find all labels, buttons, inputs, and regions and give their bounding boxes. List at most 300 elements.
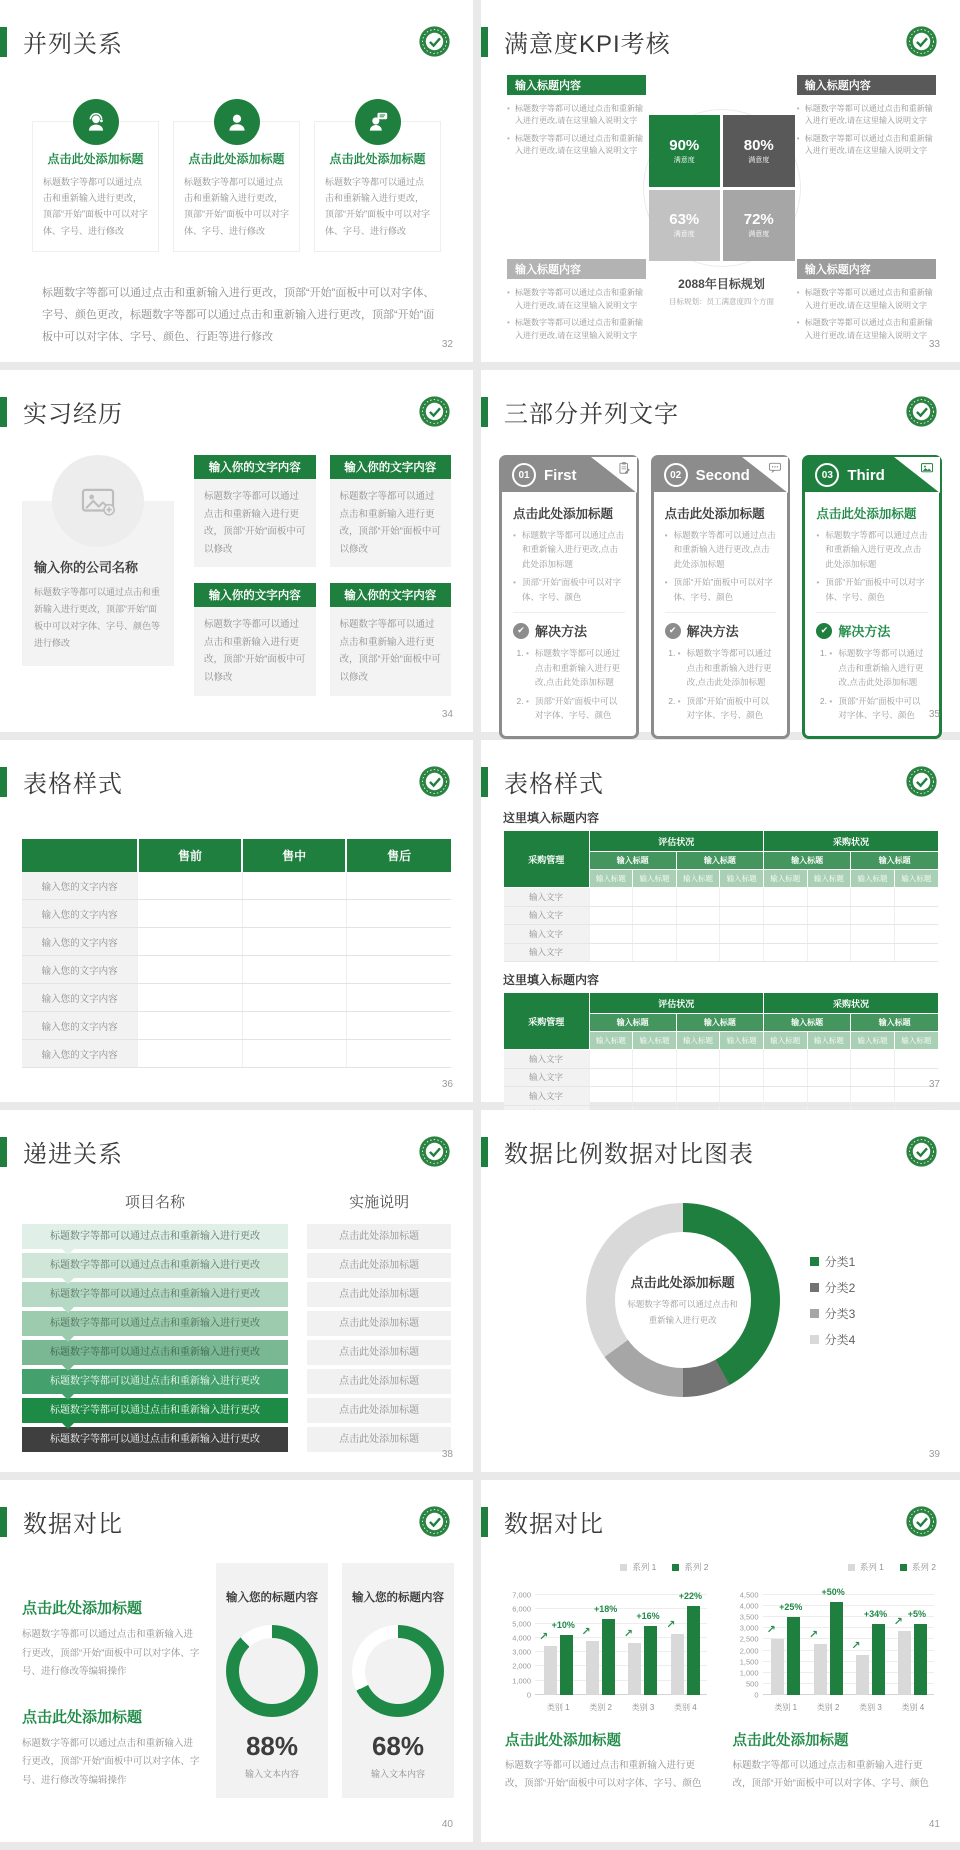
legend-item: 分类1	[810, 1253, 856, 1270]
legend-swatch	[672, 1564, 679, 1571]
procurement-table	[503, 831, 938, 962]
sales-stage-table	[22, 839, 451, 1068]
parallel-card	[314, 121, 441, 252]
text-cell	[194, 583, 316, 695]
preview-row-3	[0, 740, 960, 1102]
part-card-bullets	[665, 528, 777, 604]
bar-group	[579, 1579, 621, 1695]
series2-bar	[914, 1624, 927, 1695]
solution-item: • 2. 顶部“开始”面板中可以对字体、字号、颜色	[526, 694, 625, 723]
solution-list	[513, 646, 625, 722]
y-axis-tick-label: 2,000	[512, 1661, 531, 1671]
slide-header	[0, 740, 473, 799]
legend-swatch	[810, 1309, 819, 1318]
slide-header	[0, 1110, 473, 1169]
quadrant-label: 满意度	[748, 156, 770, 164]
clipboard-icon	[617, 461, 631, 480]
part-card-heading: 点击此处添加标题	[816, 507, 917, 521]
kpi-layout	[507, 75, 936, 347]
kpi-box-title: 输入标题内容	[797, 259, 936, 279]
row-label: 输入您的文字内容	[22, 872, 138, 900]
text-cell-body: 标题数字等都可以通过点击和重新输入进行更改，顶部“开始”面板中可以修改	[330, 479, 452, 567]
bar-charts-layout	[505, 1561, 936, 1792]
gauge-ring	[352, 1625, 444, 1717]
increase-arrow-icon: ↗	[623, 1627, 633, 1640]
growth-label: +22%	[678, 1591, 703, 1602]
progression-row: 标题数字等都可以通过点击和重新输入进行更改 点击此处添加标题	[22, 1253, 451, 1278]
solution-section	[816, 612, 928, 722]
bullet-item: • 标题数字等都可以通过点击和重新输入进行更改,点击此处添加标题	[665, 528, 777, 571]
category-label: 类别 4	[901, 1703, 925, 1712]
parallel-card	[173, 121, 300, 252]
kpi-left-column	[507, 75, 646, 347]
quadrant-segment	[723, 115, 795, 187]
slide-title: 数据对比	[504, 1511, 604, 1538]
part-card-header	[502, 458, 636, 492]
table-row	[22, 872, 451, 900]
parallel-card	[32, 121, 159, 252]
quadrant-value: 72%	[743, 211, 774, 229]
corner-header: 采购管理	[504, 993, 590, 1050]
category-label: 类别 2	[589, 1703, 612, 1712]
text-cell-title: 输入你的文字内容	[330, 583, 452, 607]
x-axis-category-labels	[765, 1702, 935, 1713]
part-card-body	[805, 492, 939, 736]
quadrant-label: 满意度	[748, 231, 770, 239]
text-block	[22, 1706, 200, 1791]
block-body: 标题数字等都可以通过点击和重新输入进行更改，顶部“开始”面板中可以对字体、字号、进行修改等编辑操作	[22, 1629, 200, 1678]
progression-headers	[22, 1191, 451, 1212]
part-card-bullets	[513, 528, 625, 604]
bar-group	[537, 1579, 579, 1695]
solution-item: • 1. 标题数字等都可以通过点击和重新输入进行更改,点击此处添加标题	[829, 646, 928, 689]
page-number: 33	[928, 339, 940, 350]
block-heading: 点击此处添加标题	[22, 1600, 143, 1617]
school-logo-icon	[418, 765, 451, 798]
category-label: 类别 3	[631, 1703, 655, 1712]
chart-legend: 系列 1 系列 2	[733, 1561, 937, 1573]
slide-32[interactable]	[0, 0, 473, 362]
y-axis-tick-label: 3,000	[512, 1647, 531, 1657]
y-axis-tick-label: 1,000	[739, 1668, 759, 1678]
check-circle-icon: ✔	[665, 623, 681, 639]
slide-40[interactable]	[0, 1480, 473, 1842]
text-cell-title: 输入你的文字内容	[194, 455, 316, 479]
page-number: 32	[441, 339, 453, 350]
bullet-item: • 标题数字等都可以通过点击和重新输入进行更改,请在这里输入说明文字	[507, 317, 646, 342]
legend-swatch	[810, 1257, 819, 1266]
donut-center-sub: 标题数字等都可以通过点击和重新输入进行更改	[627, 1299, 738, 1325]
part-card-body	[502, 492, 636, 736]
solution-section	[665, 612, 777, 722]
quadrant-pie	[649, 115, 795, 261]
kpi-box	[797, 259, 936, 347]
growth-label: +25%	[779, 1602, 803, 1613]
table-header-row	[504, 993, 939, 1014]
y-axis-tick-label: 1,500	[739, 1657, 759, 1667]
series1-bar	[771, 1639, 784, 1695]
text-column	[22, 1597, 200, 1798]
slide-header	[481, 1110, 960, 1169]
text-cell-body: 标题数字等都可以通过点击和重新输入进行更改，顶部“开始”面板中可以修改	[194, 607, 316, 695]
check-circle-icon: ✔	[513, 623, 529, 639]
school-logo-icon	[418, 1135, 451, 1168]
gauge-percent: 88%	[245, 1731, 299, 1761]
row-label: 输入您的文字内容	[22, 1012, 138, 1040]
section-title: 这里填入标题内容	[503, 973, 600, 987]
slide-title: 递进关系	[23, 1141, 123, 1168]
person-icon	[214, 99, 260, 145]
y-axis-tick-label: 0	[754, 1690, 759, 1700]
table-header-cell	[22, 839, 138, 872]
page-number: 35	[928, 709, 940, 720]
table-row: 输入文字	[504, 1087, 939, 1106]
table-subheader-row: 输入标题 输入标题 输入标题 输入标题 输入标题 输入标题 输入标题 输入标题	[504, 1032, 939, 1050]
progression-row: 标题数字等都可以通过点击和重新输入进行更改 点击此处添加标题	[22, 1340, 451, 1365]
table-row: 输入文字	[504, 1068, 939, 1087]
bullet-item: • 标题数字等都可以通过点击和重新输入进行更改,请在这里输入说明文字	[507, 103, 646, 128]
solution-title: 解决方法	[838, 624, 891, 640]
gauge-caption: 输入文本内容	[244, 1769, 299, 1779]
x-axis-category-labels	[537, 1702, 707, 1713]
slide-35[interactable]	[481, 370, 960, 732]
table-row: 输入文字	[504, 1050, 939, 1069]
text-grid	[194, 455, 451, 696]
comparison-layout	[22, 1563, 451, 1798]
kpi-box	[797, 75, 936, 163]
legend-swatch	[810, 1283, 819, 1292]
bar-group	[765, 1579, 807, 1695]
block-heading: 点击此处添加标题	[505, 1733, 621, 1749]
growth-label: +5%	[907, 1608, 926, 1619]
slide-41[interactable]	[481, 1480, 960, 1842]
card-body: 标题数字等都可以通过点击和重新输入进行更改，顶部“开始”面板中可以对字体、字号、进行修改	[325, 177, 430, 236]
title-accent-bar	[0, 1507, 7, 1537]
slide-34[interactable]	[0, 370, 473, 732]
number-badge: 03	[815, 463, 839, 487]
kpi-box-title: 输入标题内容	[507, 75, 646, 95]
panel-title: 输入您的标题内容	[352, 1592, 444, 1604]
title-accent-bar	[0, 1137, 7, 1167]
quadrant-value: 63%	[669, 211, 700, 229]
kpi-box-bullets	[797, 103, 936, 158]
y-axis-tick-label: 4,000	[512, 1633, 531, 1643]
chart-legend: 系列 1 系列 2	[505, 1561, 709, 1573]
series1-bar	[898, 1631, 911, 1695]
parallel-cards	[0, 121, 473, 252]
slide-33[interactable]	[481, 0, 960, 362]
part-name: First	[544, 466, 577, 484]
increase-arrow-icon: ↗	[893, 1615, 903, 1628]
y-axis-tick-label: 0	[526, 1690, 531, 1700]
bullet-item: • 标题数字等都可以通过点击和重新输入进行更改,请在这里输入说明文字	[797, 287, 936, 312]
number-badge: 01	[512, 463, 536, 487]
y-axis-tick-label: 4,000	[739, 1601, 759, 1611]
block-body: 标题数字等都可以通过点击和重新输入进行更改，顶部“开始”面板中可以对字体、字号、颜色	[732, 1760, 929, 1789]
quadrant-segment	[723, 190, 795, 262]
number-badge: 02	[664, 463, 688, 487]
series2-bar	[602, 1619, 615, 1695]
slide-title: 实习经历	[23, 401, 123, 428]
slide-38[interactable]	[0, 1110, 473, 1472]
corner-header: 采购管理	[504, 831, 590, 888]
text-block	[22, 1597, 200, 1682]
quadrant-label: 满意度	[673, 156, 695, 164]
bar-chart-block	[505, 1561, 709, 1792]
table-row	[22, 984, 451, 1012]
kpi-box-bullets	[507, 103, 646, 158]
part-card-bullets	[816, 528, 928, 604]
slide-header	[481, 740, 960, 799]
legend-item: 分类2	[810, 1279, 856, 1296]
growth-label: +10%	[551, 1620, 575, 1630]
series1-bar	[856, 1655, 869, 1695]
donut-center	[615, 1232, 751, 1368]
tables-wrap	[503, 809, 938, 1124]
slide-36[interactable]	[0, 740, 473, 1102]
row-label: 输入您的文字内容	[22, 1040, 138, 1068]
page-number: 38	[441, 1449, 453, 1460]
table-row	[22, 956, 451, 984]
progression-row: 标题数字等都可以通过点击和重新输入进行更改 点击此处添加标题	[22, 1398, 451, 1423]
slide-title: 数据比例数据对比图表	[504, 1141, 754, 1168]
school-logo-icon	[905, 395, 938, 428]
legend-swatch	[620, 1564, 627, 1571]
row-label: 输入您的文字内容	[22, 928, 138, 956]
group-header: 采购状况	[763, 831, 938, 852]
part-card-first	[499, 455, 639, 739]
chart-caption-sub: 目标规划：员工满意度四个方面	[669, 297, 774, 306]
gauge-panel	[342, 1563, 454, 1798]
block-body: 标题数字等都可以通过点击和重新输入进行更改，顶部“开始”面板中可以对字体、字号、进行修改等编辑操作	[22, 1737, 200, 1786]
card-body: 标题数字等都可以通过点击和重新输入进行更改，顶部“开始”面板中可以对字体、字号、进行修改	[43, 177, 148, 236]
slide-37[interactable]	[481, 740, 960, 1102]
part-card-heading: 点击此处添加标题	[664, 507, 765, 521]
kpi-box	[507, 259, 646, 347]
slide-title: 三部分并列文字	[504, 401, 679, 428]
kpi-right-column	[797, 75, 936, 347]
title-accent-bar	[481, 27, 488, 57]
bar-group	[849, 1579, 891, 1695]
title-accent-bar	[481, 767, 488, 797]
text-cell-body: 标题数字等都可以通过点击和重新输入进行更改，顶部“开始”面板中可以修改	[194, 479, 316, 567]
legend-item: 分类4	[810, 1331, 856, 1348]
y-axis-tick-label: 6,000	[512, 1604, 531, 1614]
category-label: 类别 2	[816, 1703, 840, 1712]
text-cell-title: 输入你的文字内容	[330, 455, 452, 479]
slide-39[interactable]	[481, 1110, 960, 1472]
slide-header	[0, 0, 473, 59]
progression-row: 标题数字等都可以通过点击和重新输入进行更改 点击此处添加标题	[22, 1224, 451, 1249]
text-cell	[330, 583, 452, 695]
table-header-cell: 售后	[346, 839, 451, 872]
bar-group	[664, 1579, 706, 1695]
y-axis-tick-label: 500	[745, 1679, 759, 1689]
school-logo-icon	[905, 765, 938, 798]
table-row	[22, 900, 451, 928]
part-card-heading: 点击此处添加标题	[513, 507, 614, 521]
solution-item: • 2. 顶部“开始”面板中可以对字体、字号、颜色	[829, 694, 928, 723]
growth-label: +50%	[821, 1586, 845, 1597]
donut-center-title: 点击此处添加标题	[630, 1275, 735, 1291]
series2-bar	[687, 1606, 700, 1695]
bar-groups	[765, 1579, 935, 1695]
gauge-percent: 68%	[371, 1731, 425, 1761]
card-title: 点击此处添加标题	[329, 152, 426, 166]
school-logo-icon	[905, 1505, 938, 1538]
slide-header	[481, 1480, 960, 1539]
y-axis-tick-label: 4,500	[739, 1590, 759, 1600]
series2-bar	[872, 1624, 885, 1695]
bullet-item: • 标题数字等都可以通过点击和重新输入进行更改,请在这里输入说明文字	[507, 133, 646, 158]
three-part-cards	[499, 455, 942, 739]
category-label: 类别 3	[859, 1703, 882, 1712]
block-heading: 点击此处添加标题	[732, 1733, 849, 1749]
category-label: 类别 1	[546, 1703, 570, 1712]
company-name: 输入你的公司名称	[34, 560, 139, 575]
part-name: Third	[847, 466, 885, 484]
slide-header	[481, 370, 960, 429]
increase-arrow-icon: ↗	[581, 1626, 591, 1639]
solution-header	[816, 621, 928, 640]
y-axis-tick-label: 7,000	[512, 1590, 531, 1600]
legend-swatch	[900, 1564, 907, 1571]
increase-arrow-icon: ↗	[766, 1624, 776, 1637]
preview-row-4	[0, 1110, 960, 1472]
title-accent-bar	[0, 27, 7, 57]
series1-bar	[814, 1644, 827, 1695]
y-axis-tick-label: 2,500	[739, 1634, 759, 1644]
kpi-box-bullets	[507, 287, 646, 342]
slide-title: 并列关系	[23, 31, 123, 58]
card-title: 点击此处添加标题	[188, 152, 285, 166]
bullet-item: • 标题数字等都可以通过点击和重新输入进行更改,点击此处添加标题	[513, 528, 625, 571]
y-axis-tick-label: 3,000	[739, 1623, 759, 1633]
quadrant-segment	[649, 115, 721, 187]
increase-arrow-icon: ↗	[808, 1628, 819, 1641]
block-heading: 点击此处添加标题	[22, 1708, 143, 1726]
legend-swatch	[810, 1335, 819, 1344]
image-placeholder-icon	[52, 455, 144, 547]
block-body: 标题数字等都可以通过点击和重新输入进行更改，顶部“开始”面板中可以对字体、字号、颜色	[505, 1760, 702, 1789]
gauge-hole	[365, 1638, 431, 1704]
series2-bar	[830, 1602, 843, 1695]
legend-swatch	[848, 1564, 855, 1571]
y-axis-tick-label: 5,000	[512, 1619, 531, 1629]
panel-title: 输入您的标题内容	[226, 1592, 318, 1604]
group-header: 采购状况	[763, 993, 938, 1014]
gauge-panels	[216, 1563, 454, 1798]
y-axis-tick-label: 1,000	[512, 1676, 531, 1686]
table-header-cell: 售中	[242, 839, 346, 872]
column-header: 项目名称	[124, 1194, 185, 1211]
image-icon	[920, 461, 934, 480]
solution-title: 解决方法	[686, 624, 739, 640]
page-number: 34	[441, 709, 453, 720]
school-logo-icon	[905, 1135, 938, 1168]
progression-row: 标题数字等都可以通过点击和重新输入进行更改 点击此处添加标题	[22, 1282, 451, 1307]
bullet-item: • 标题数字等都可以通过点击和重新输入进行更改,点击此处添加标题	[816, 528, 928, 571]
increase-arrow-icon: ↗	[666, 1619, 676, 1632]
page-number: 41	[928, 1819, 940, 1830]
table-row	[22, 1012, 451, 1040]
check-circle-icon: ✔	[816, 623, 832, 639]
slide-title: 数据对比	[23, 1511, 123, 1538]
donut-chart-layout	[481, 1203, 960, 1397]
group-header: 评估状况	[589, 993, 763, 1014]
progression-row: 标题数字等都可以通过点击和重新输入进行更改 点击此处添加标题	[22, 1369, 451, 1394]
group-header: 评估状况	[589, 831, 763, 852]
donut-chart	[586, 1203, 780, 1397]
chart-caption: 2088年目标规划	[678, 277, 765, 291]
gauge-caption: 输入文本内容	[370, 1769, 425, 1779]
category-label: 类别 1	[774, 1703, 798, 1712]
bullet-item: • 顶部“开始”面板中可以对字体、字号、颜色	[816, 575, 928, 604]
title-accent-bar	[481, 1137, 488, 1167]
table-row	[22, 928, 451, 956]
series1-bar	[671, 1634, 684, 1695]
increase-arrow-icon: ↗	[539, 1631, 549, 1644]
solution-item: • 1. 标题数字等都可以通过点击和重新输入进行更改,点击此处添加标题	[678, 646, 777, 689]
school-logo-icon	[418, 1505, 451, 1538]
table-row: 输入文字	[504, 906, 939, 925]
slide-header	[481, 0, 960, 59]
grouped-bar-chart	[733, 1579, 937, 1713]
slide-title: 表格样式	[504, 771, 604, 798]
preview-row-1	[0, 0, 960, 362]
procurement-table	[503, 993, 938, 1124]
quadrant-value: 90%	[669, 136, 700, 154]
kpi-box	[507, 75, 646, 163]
title-accent-bar	[481, 1507, 488, 1537]
slide-title: 表格样式	[23, 771, 123, 798]
kpi-box-title: 输入标题内容	[797, 75, 936, 95]
quadrant-segment	[649, 190, 721, 262]
slide-title: 满意度KPI考核	[504, 31, 671, 58]
school-logo-icon	[418, 395, 451, 428]
bar-group	[807, 1579, 849, 1695]
column-header: 实施说明	[349, 1194, 410, 1211]
table-subheader-row: 输入标题 输入标题 输入标题 输入标题	[504, 1014, 939, 1032]
progression-row: 标题数字等都可以通过点击和重新输入进行更改 点击此处添加标题	[22, 1311, 451, 1336]
title-accent-bar	[0, 397, 7, 427]
chat-icon	[768, 461, 782, 480]
series1-bar	[586, 1641, 599, 1695]
bar-chart-block	[733, 1561, 937, 1792]
table-header-cell: 售前	[138, 839, 242, 872]
section-title: 这里填入标题内容	[503, 811, 600, 825]
chart-legend	[810, 1253, 856, 1348]
table-row: 输入文字	[504, 943, 939, 962]
series2-bar	[644, 1626, 657, 1695]
progression-row: 标题数字等都可以通过点击和重新输入进行更改 点击此处添加标题	[22, 1427, 451, 1452]
growth-label: +34%	[863, 1608, 888, 1619]
category-label: 类别 4	[673, 1703, 697, 1712]
title-accent-bar	[481, 397, 488, 427]
page-number: 39	[928, 1449, 940, 1460]
card-title: 点击此处添加标题	[47, 152, 144, 166]
kpi-box-title: 输入标题内容	[507, 259, 646, 279]
solution-list	[816, 646, 928, 722]
table-row: 输入文字	[504, 888, 939, 907]
y-axis-tick-label: 3,500	[739, 1612, 759, 1622]
page-number: 37	[928, 1079, 940, 1090]
school-logo-icon	[418, 25, 451, 58]
growth-label: +16%	[636, 1611, 660, 1622]
table-header-row	[22, 839, 451, 872]
row-label: 输入您的文字内容	[22, 956, 138, 984]
row-label: 输入您的文字内容	[22, 984, 138, 1012]
